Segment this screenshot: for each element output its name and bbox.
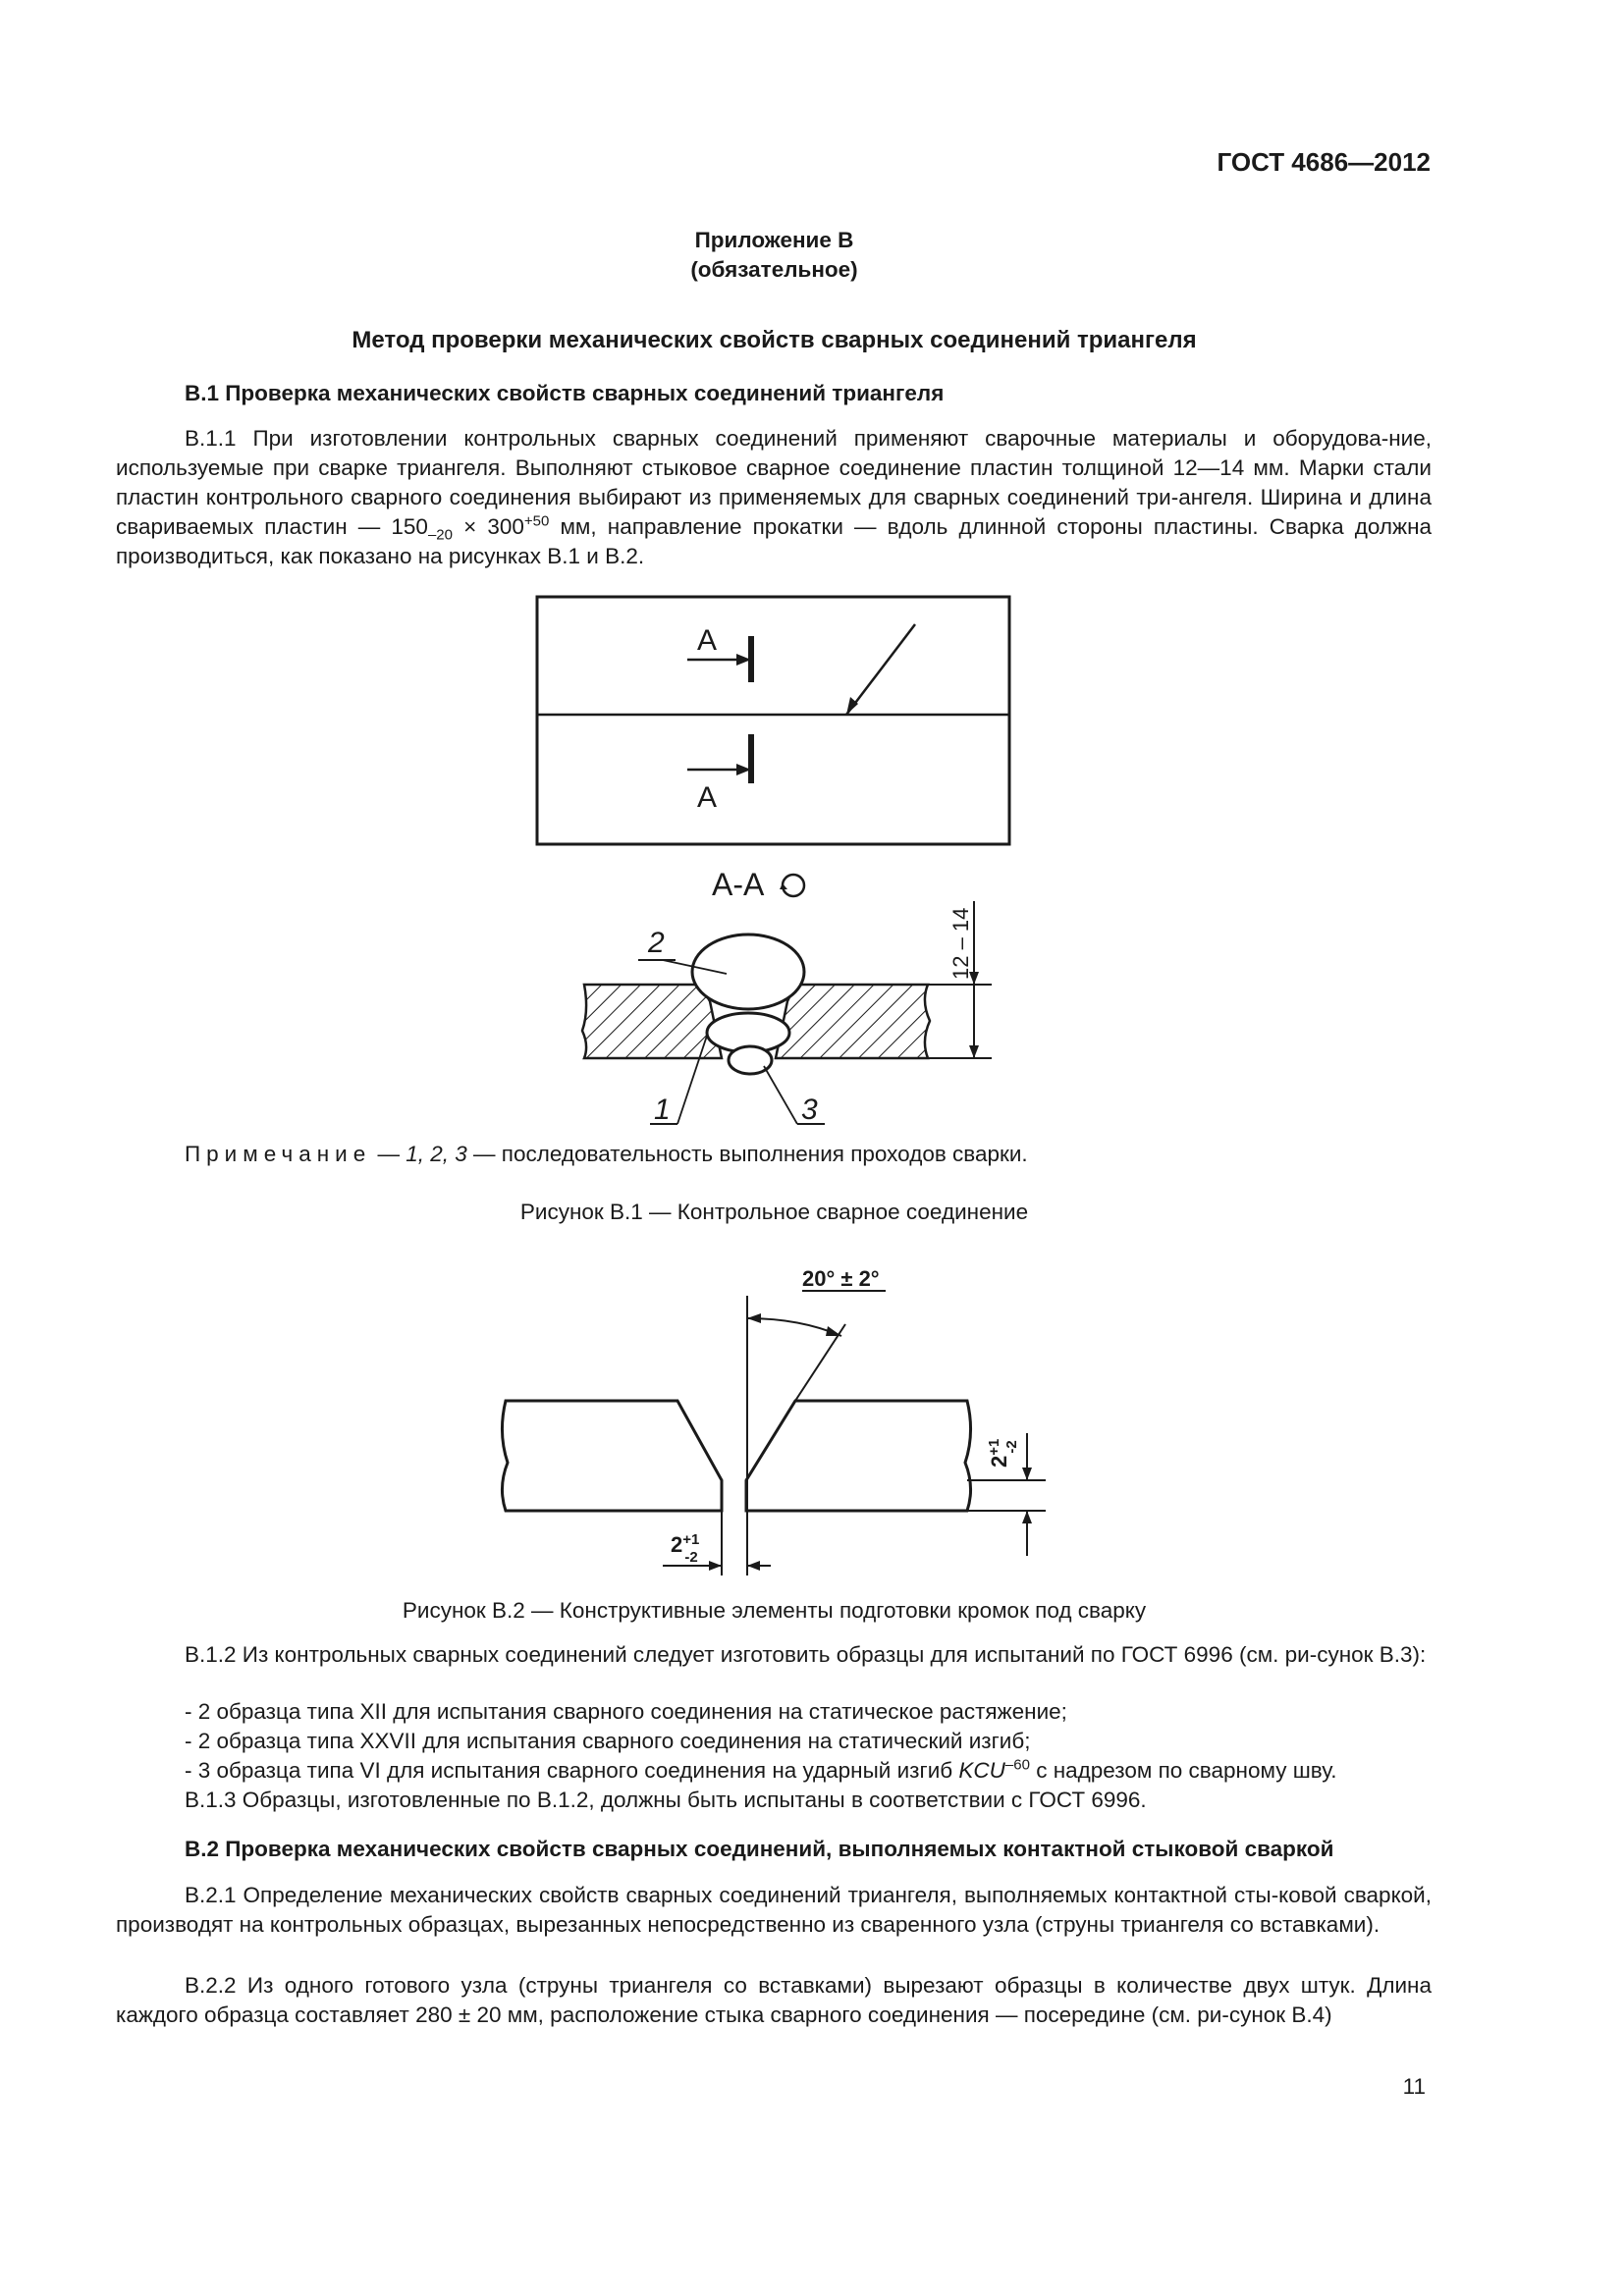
gap-dim: $2^{+1}$ -2 [671, 1531, 700, 1566]
figure-b1-caption: Рисунок В.1 — Контрольное сварное соединение [519, 1200, 1029, 1224]
document-code: ГОСТ 4686—2012 [1217, 147, 1431, 177]
figure-b1-note: Примечание — 1, 2, 3 — последовательность выполнения проходов сварки. [185, 1142, 1028, 1166]
weld-pass-2 [692, 934, 804, 1009]
right-plate [746, 1401, 971, 1511]
section-label: А-А [712, 867, 765, 902]
subsection-heading-b2: В.2 Проверка механических свойств сварных соединений, выполняемых контактной стыковой сваркой [185, 1837, 1334, 1861]
paragraph-b-1-2: В.1.2 Из контрольных сварных соединений следует изготовить образцы для испытаний по ГОСТ 6996 (см. ри-сунок В.3): [185, 1642, 1427, 1667]
figure-b2-caption: Рисунок В.2 — Конструктивные элементы подготовки кромок под сварку [402, 1598, 1147, 1623]
right-plate-section [776, 985, 930, 1058]
figure-b2 [496, 1261, 1065, 1585]
paragraph-b-2-1: В.2.1 Определение механических свойств сварных соединений триангеля, выполняемых контактной сты-ковой сваркой, производят на контрольных образцах, вырезанных непосредственно из сваренного узла (струны триангеля со вставками). [116, 1883, 1432, 1937]
section-title: Метод проверки механических свойств сварных соединений триангеля [352, 327, 1197, 353]
angle-dim: 20° ± 2° [802, 1266, 880, 1291]
list-item: - 2 образца типа XXVII для испытания сварного соединения на статический изгиб; [185, 1729, 1031, 1753]
paragraph-b-1-3: В.1.3 Образцы, изготовленные по В.1.2, должны быть испытаны в соответствии с ГОСТ 6996. [185, 1788, 1147, 1812]
subsection-heading-b1: В.1 Проверка механических свойств сварных соединений триангеля [185, 381, 945, 405]
list-item: - 2 образца типа XII для испытания сварного соединения на статическое растяжение; [185, 1699, 1067, 1724]
paragraph-b-2-2: В.2.2 Из одного готового узла (струны триангеля со вставками) вырезают образцы в количестве двух штук. Длина каждого образца составляет 280 ± 20 мм, расположение стыка сварного соединения — посередине (см. ри-сунок В.4) [116, 1973, 1432, 2027]
dim-thickness: 12 – 14 [948, 907, 973, 980]
paragraph-b-1-1: В.1.1 При изготовлении контрольных сварных соединений применяют сварочные материалы и оборудова-ние, используемые при сварке триангеля. Выполняют стыковое сварное соединение пластин толщиной 12—14 мм. Марки стали пластин контрольного сварного соединения выбирают из применяемых для сварных соединений три-ангеля. Ширина и длина свариваемых пластин — $150_{-20} \times 300^{+50}$ мм, направление прокатки — вдоль длинной стороны пластины. Сварка должна производиться, как показано на рисунках В.1 и В.2. [116, 426, 1433, 568]
root-face-dim: $2^{+1}-2$ [986, 1438, 1020, 1468]
section-mark-top: А [697, 624, 718, 657]
appendix-status: (обязательное) [690, 257, 858, 282]
section-mark-bottom: А [697, 781, 718, 814]
figure-b1 [530, 589, 1031, 1139]
label-pass-1: 1 [654, 1094, 671, 1126]
left-plate [502, 1401, 722, 1511]
left-plate-section [582, 985, 722, 1058]
label-pass-3: 3 [801, 1094, 818, 1126]
list-item: - 3 образца типа VI для испытания сварного соединения на ударный изгиб $KCU^{-60}$ с надрезом по сварному шву. [185, 1756, 1337, 1783]
label-pass-2: 2 [648, 927, 665, 959]
appendix-title: Приложение В [694, 228, 854, 252]
plate-outline [537, 597, 1009, 844]
page-number: 11 [1402, 2074, 1426, 2099]
weld-leader [846, 624, 915, 715]
